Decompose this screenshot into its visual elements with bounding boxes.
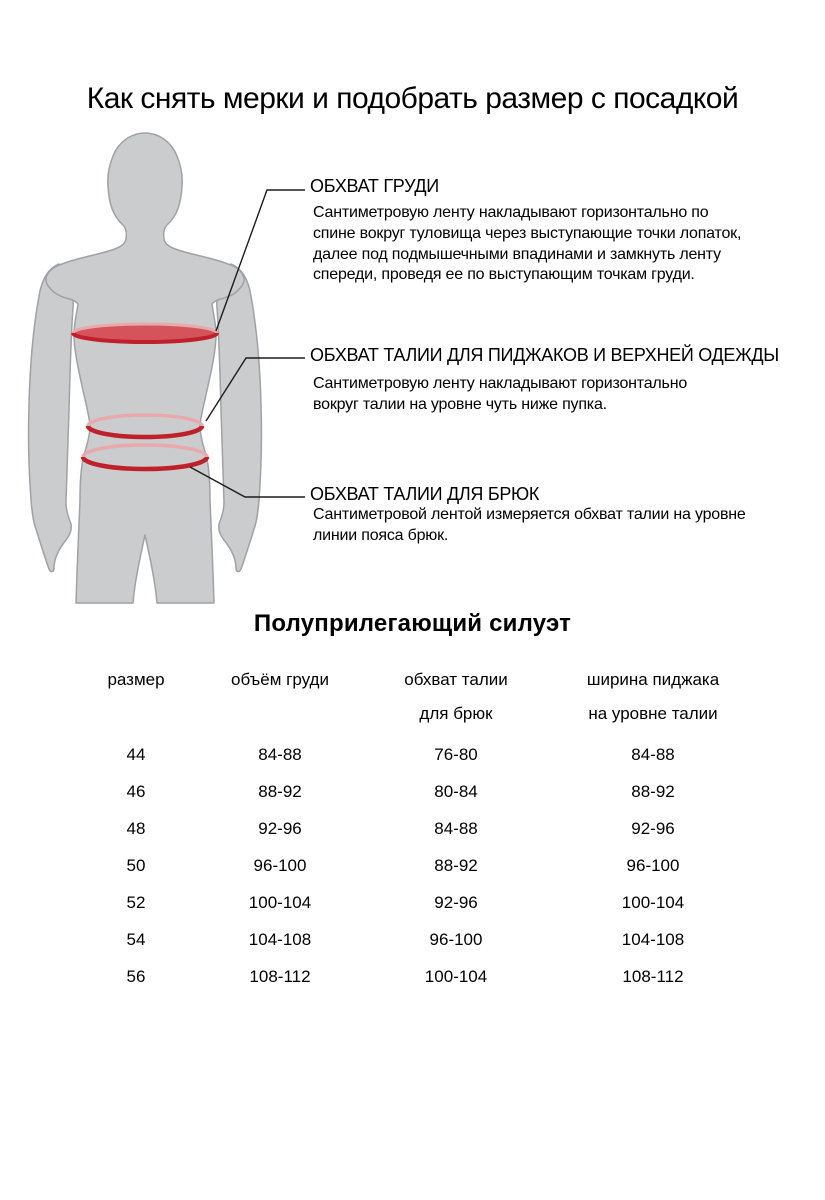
table-cell-chest: 108-112 (249, 967, 311, 986)
table-cell-waist: 76-80 (434, 745, 478, 764)
table-cell-jacket-width: 100-104 (621, 893, 685, 912)
table-cell-chest: 104-108 (248, 930, 312, 949)
measurement-figure (15, 128, 310, 610)
desc-line: спине вокруг туловища через выступающие точки лопаток, (313, 224, 742, 242)
desc-line: далее под подмышечными впадинами и замкнуть ленту (313, 245, 721, 263)
table-cell-chest: 100-104 (248, 893, 312, 912)
table-cell-waist: 100-104 (424, 967, 488, 986)
column-header-size: размер (107, 670, 165, 689)
left-arm-shape (29, 264, 74, 572)
table-cell-size: 56 (126, 967, 146, 986)
table-cell-size: 52 (126, 893, 146, 912)
table-cell-jacket-width: 88-92 (631, 782, 675, 801)
chest-measure-ring (73, 324, 217, 342)
size-table-title: Полуприлегающий силуэт (253, 610, 572, 637)
chest-measure-description (313, 203, 741, 286)
table-cell-chest: 96-100 (253, 856, 307, 875)
desc-line: Сантиметровой лентой измеряется обхват талии на уровне (313, 506, 746, 523)
table-cell-chest: 88-92 (258, 782, 302, 801)
table-cell-size: 44 (126, 745, 146, 764)
table-cell-waist: 80-84 (434, 782, 478, 801)
table-cell-size: 48 (126, 819, 146, 838)
desc-line: линии пояса брюк. (313, 526, 449, 544)
desc-line: Сантиметровую ленту накладывают горизонтально (313, 375, 688, 392)
jacket-waist-measure-description (313, 374, 687, 416)
size-table (60, 669, 742, 995)
column-header-waist-line2: для брюк (419, 704, 493, 723)
column-header-jacket-width-line1: ширина пиджака (586, 670, 720, 689)
table-cell-size: 46 (126, 782, 146, 801)
column-header-empty (212, 703, 348, 736)
table-cell-chest: 84-88 (258, 745, 302, 764)
desc-line: спереди, проведя ее по выступающим точкам груди. (313, 266, 695, 284)
table-cell-jacket-width: 84-88 (631, 745, 675, 764)
trouser-waist-measure-description (313, 505, 746, 547)
table-cell-size: 50 (126, 856, 146, 875)
desc-line: Сантиметровую ленту накладывают горизонтально по (313, 204, 709, 221)
table-cell-waist: 92-96 (434, 893, 478, 912)
jacket-waist-measure-heading: ОБХВАТ ТАЛИИ ДЛЯ ПИДЖАКОВ И ВЕРХНЕЙ ОДЕЖДЫ (310, 345, 779, 365)
table-cell-chest: 92-96 (258, 819, 302, 838)
table-cell-jacket-width: 92-96 (631, 819, 675, 838)
table-cell-waist: 88-92 (434, 856, 478, 875)
column-header-jacket-width-line2: на уровне талии (588, 704, 718, 723)
desc-line: вокруг талии на уровне чуть ниже пупка. (313, 395, 607, 413)
table-cell-jacket-width: 108-112 (622, 967, 684, 986)
column-header-chest: объём груди (231, 670, 329, 689)
trouser-waist-measure-heading: ОБХВАТ ТАЛИИ ДЛЯ БРЮК (310, 484, 540, 504)
column-header-waist-line1: обхват талии (404, 670, 508, 689)
chest-measure-heading: ОБХВАТ ГРУДИ (310, 176, 439, 196)
column-header-empty (60, 703, 212, 736)
table-cell-waist: 84-88 (434, 819, 478, 838)
table-cell-size: 54 (126, 930, 146, 949)
table-cell-waist: 96-100 (429, 930, 483, 949)
table-cell-jacket-width: 104-108 (621, 930, 685, 949)
page-title: Как снять мерки и подобрать размер с посадкой (86, 82, 739, 115)
body-silhouette (46, 133, 244, 603)
table-cell-jacket-width: 96-100 (626, 856, 680, 875)
